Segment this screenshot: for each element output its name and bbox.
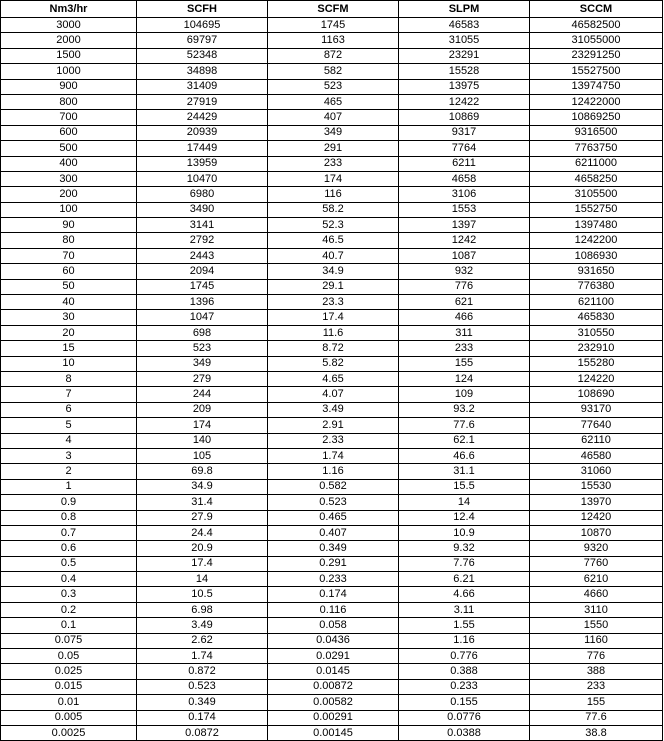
- table-cell-slpm: 7764: [399, 141, 530, 156]
- table-cell-scfh: 1047: [137, 310, 268, 325]
- header-row: [1, 1, 663, 18]
- table-cell-scfh: 209: [137, 402, 268, 417]
- table-cell-slpm: 124: [399, 371, 530, 386]
- table-cell-nm3hr: 0.8: [1, 510, 137, 525]
- table-cell-nm3hr: 5: [1, 418, 137, 433]
- table-cell-nm3hr: 900: [1, 79, 137, 94]
- table-row: [1, 602, 663, 617]
- table-cell-scfh: 24.4: [137, 525, 268, 540]
- table-cell-scfh: 17449: [137, 141, 268, 156]
- table-cell-scfm: 23.3: [268, 295, 399, 310]
- table-cell-scfh: 52348: [137, 48, 268, 63]
- table-cell-sccm: 62110: [530, 433, 663, 448]
- table-row: [1, 141, 663, 156]
- table-row: [1, 725, 663, 740]
- table-cell-nm3hr: 300: [1, 171, 137, 186]
- table-cell-scfh: 20939: [137, 125, 268, 140]
- table-row: [1, 279, 663, 294]
- table-cell-scfh: 17.4: [137, 556, 268, 571]
- table-cell-scfh: 6980: [137, 187, 268, 202]
- table-cell-nm3hr: 80: [1, 233, 137, 248]
- table-cell-slpm: 14: [399, 495, 530, 510]
- table-cell-nm3hr: 3: [1, 448, 137, 463]
- table-cell-scfm: 3.49: [268, 402, 399, 417]
- table-cell-scfm: 0.582: [268, 479, 399, 494]
- table-cell-scfh: 27919: [137, 94, 268, 109]
- table-cell-nm3hr: 1000: [1, 64, 137, 79]
- table-row: [1, 448, 663, 463]
- table-cell-sccm: 232910: [530, 341, 663, 356]
- table-cell-slpm: 7.76: [399, 556, 530, 571]
- table-row: [1, 572, 663, 587]
- table-cell-slpm: 10.9: [399, 525, 530, 540]
- table-cell-slpm: 13975: [399, 79, 530, 94]
- table-row: [1, 695, 663, 710]
- table-row: [1, 679, 663, 694]
- table-cell-slpm: 6.21: [399, 572, 530, 587]
- table-cell-sccm: 155: [530, 695, 663, 710]
- table-cell-nm3hr: 0.9: [1, 495, 137, 510]
- table-row: [1, 187, 663, 202]
- table-cell-scfh: 279: [137, 371, 268, 386]
- table-cell-slpm: 3106: [399, 187, 530, 202]
- table-cell-slpm: 1553: [399, 202, 530, 217]
- table-cell-scfm: 1163: [268, 33, 399, 48]
- table-cell-nm3hr: 70: [1, 248, 137, 263]
- table-cell-scfh: 31409: [137, 79, 268, 94]
- table-cell-sccm: 23291250: [530, 48, 663, 63]
- table-cell-scfh: 34.9: [137, 479, 268, 494]
- table-cell-scfm: 2.91: [268, 418, 399, 433]
- table-cell-sccm: 13974750: [530, 79, 663, 94]
- table-cell-slpm: 1242: [399, 233, 530, 248]
- table-cell-nm3hr: 0.4: [1, 572, 137, 587]
- table-cell-sccm: 6211000: [530, 156, 663, 171]
- table-row: [1, 495, 663, 510]
- table-cell-nm3hr: 700: [1, 110, 137, 125]
- table-row: [1, 402, 663, 417]
- table-cell-nm3hr: 0.015: [1, 679, 137, 694]
- table-cell-scfm: 0.349: [268, 541, 399, 556]
- table-cell-scfm: 11.6: [268, 325, 399, 340]
- table-row: [1, 94, 663, 109]
- table-cell-scfm: 0.00582: [268, 695, 399, 710]
- table-cell-sccm: 155280: [530, 356, 663, 371]
- column-header-sccm: SCCM: [530, 1, 663, 18]
- table-cell-nm3hr: 4: [1, 433, 137, 448]
- table-cell-scfh: 2.62: [137, 633, 268, 648]
- table-cell-scfh: 6.98: [137, 602, 268, 617]
- table-cell-slpm: 93.2: [399, 402, 530, 417]
- table-row: [1, 264, 663, 279]
- table-cell-scfh: 2792: [137, 233, 268, 248]
- table-cell-sccm: 1552750: [530, 202, 663, 217]
- table-cell-slpm: 12422: [399, 94, 530, 109]
- table-row: [1, 587, 663, 602]
- table-row: [1, 295, 663, 310]
- table-cell-sccm: 15530: [530, 479, 663, 494]
- table-cell-scfm: 0.407: [268, 525, 399, 540]
- table-cell-slpm: 109: [399, 387, 530, 402]
- table-cell-scfm: 349: [268, 125, 399, 140]
- table-cell-sccm: 124220: [530, 371, 663, 386]
- table-cell-slpm: 77.6: [399, 418, 530, 433]
- table-cell-slpm: 15528: [399, 64, 530, 79]
- table-cell-sccm: 7760: [530, 556, 663, 571]
- table-cell-sccm: 621100: [530, 295, 663, 310]
- table-cell-nm3hr: 90: [1, 218, 137, 233]
- table-cell-sccm: 93170: [530, 402, 663, 417]
- table-cell-sccm: 6210: [530, 572, 663, 587]
- table-cell-slpm: 6211: [399, 156, 530, 171]
- table-row: [1, 664, 663, 679]
- table-cell-nm3hr: 0.075: [1, 633, 137, 648]
- table-cell-scfm: 0.00291: [268, 710, 399, 725]
- table-cell-nm3hr: 20: [1, 325, 137, 340]
- table-cell-slpm: 23291: [399, 48, 530, 63]
- table-cell-sccm: 3105500: [530, 187, 663, 202]
- table-cell-scfh: 0.349: [137, 695, 268, 710]
- table-cell-scfm: 174: [268, 171, 399, 186]
- table-cell-scfh: 104695: [137, 18, 268, 33]
- table-body: [1, 18, 663, 741]
- table-cell-slpm: 0.0388: [399, 725, 530, 740]
- table-row: [1, 371, 663, 386]
- table-cell-sccm: 233: [530, 679, 663, 694]
- table-cell-sccm: 12420: [530, 510, 663, 525]
- table-cell-sccm: 12422000: [530, 94, 663, 109]
- table-cell-sccm: 38.8: [530, 725, 663, 740]
- table-cell-sccm: 46582500: [530, 18, 663, 33]
- table-row: [1, 33, 663, 48]
- table-cell-slpm: 1087: [399, 248, 530, 263]
- table-row: [1, 218, 663, 233]
- table-cell-scfm: 0.00145: [268, 725, 399, 740]
- table-cell-nm3hr: 15: [1, 341, 137, 356]
- table-cell-sccm: 7763750: [530, 141, 663, 156]
- table-cell-slpm: 233: [399, 341, 530, 356]
- table-cell-nm3hr: 60: [1, 264, 137, 279]
- table-cell-scfm: 291: [268, 141, 399, 156]
- table-cell-nm3hr: 1500: [1, 48, 137, 63]
- table-cell-nm3hr: 2: [1, 464, 137, 479]
- table-cell-scfm: 872: [268, 48, 399, 63]
- table-cell-scfh: 0.174: [137, 710, 268, 725]
- table-row: [1, 202, 663, 217]
- table-row: [1, 510, 663, 525]
- table-cell-sccm: 46580: [530, 448, 663, 463]
- table-cell-sccm: 1242200: [530, 233, 663, 248]
- table-row: [1, 310, 663, 325]
- table-cell-sccm: 31055000: [530, 33, 663, 48]
- table-cell-sccm: 31060: [530, 464, 663, 479]
- table-cell-sccm: 776380: [530, 279, 663, 294]
- table-row: [1, 418, 663, 433]
- table-cell-scfm: 0.0291: [268, 649, 399, 664]
- table-cell-slpm: 0.155: [399, 695, 530, 710]
- table-cell-scfm: 465: [268, 94, 399, 109]
- table-cell-slpm: 0.233: [399, 679, 530, 694]
- table-cell-scfm: 233: [268, 156, 399, 171]
- table-cell-scfh: 3490: [137, 202, 268, 217]
- table-row: [1, 233, 663, 248]
- table-cell-scfm: 523: [268, 79, 399, 94]
- table-row: [1, 710, 663, 725]
- table-cell-scfm: 40.7: [268, 248, 399, 263]
- table-cell-slpm: 4658: [399, 171, 530, 186]
- table-cell-slpm: 1.16: [399, 633, 530, 648]
- table-cell-nm3hr: 40: [1, 295, 137, 310]
- table-row: [1, 556, 663, 571]
- table-cell-scfm: 58.2: [268, 202, 399, 217]
- table-cell-slpm: 466: [399, 310, 530, 325]
- table-cell-scfh: 1745: [137, 279, 268, 294]
- table-row: [1, 110, 663, 125]
- table-cell-scfm: 0.116: [268, 602, 399, 617]
- table-cell-slpm: 9317: [399, 125, 530, 140]
- table-cell-scfh: 27.9: [137, 510, 268, 525]
- table-cell-scfh: 34898: [137, 64, 268, 79]
- table-cell-scfm: 29.1: [268, 279, 399, 294]
- table-cell-nm3hr: 3000: [1, 18, 137, 33]
- table-cell-slpm: 621: [399, 295, 530, 310]
- table-cell-sccm: 388: [530, 664, 663, 679]
- table-cell-scfh: 31.4: [137, 495, 268, 510]
- table-cell-scfh: 10.5: [137, 587, 268, 602]
- table-cell-scfm: 407: [268, 110, 399, 125]
- table-cell-scfm: 4.07: [268, 387, 399, 402]
- table-cell-nm3hr: 100: [1, 202, 137, 217]
- table-cell-sccm: 1550: [530, 618, 663, 633]
- table-cell-scfm: 4.65: [268, 371, 399, 386]
- table-cell-nm3hr: 0.1: [1, 618, 137, 633]
- table-cell-sccm: 1397480: [530, 218, 663, 233]
- table-cell-scfm: 2.33: [268, 433, 399, 448]
- table-row: [1, 541, 663, 556]
- table-cell-slpm: 31055: [399, 33, 530, 48]
- table-cell-slpm: 932: [399, 264, 530, 279]
- table-cell-scfh: 24429: [137, 110, 268, 125]
- table-cell-scfm: 0.233: [268, 572, 399, 587]
- table-cell-scfh: 2443: [137, 248, 268, 263]
- table-cell-slpm: 1.55: [399, 618, 530, 633]
- table-cell-slpm: 15.5: [399, 479, 530, 494]
- table-cell-nm3hr: 0.005: [1, 710, 137, 725]
- table-cell-scfm: 46.5: [268, 233, 399, 248]
- column-header-scfh: SCFH: [137, 1, 268, 18]
- table-cell-scfh: 0.523: [137, 679, 268, 694]
- table-cell-slpm: 62.1: [399, 433, 530, 448]
- table-cell-scfh: 69.8: [137, 464, 268, 479]
- table-cell-nm3hr: 0.2: [1, 602, 137, 617]
- table-row: [1, 464, 663, 479]
- table-cell-nm3hr: 500: [1, 141, 137, 156]
- table-cell-scfh: 20.9: [137, 541, 268, 556]
- table-row: [1, 618, 663, 633]
- table-row: [1, 356, 663, 371]
- table-cell-scfm: 8.72: [268, 341, 399, 356]
- table-cell-sccm: 310550: [530, 325, 663, 340]
- table-cell-slpm: 9.32: [399, 541, 530, 556]
- table-cell-scfm: 1.74: [268, 448, 399, 463]
- table-cell-scfm: 0.291: [268, 556, 399, 571]
- table-cell-nm3hr: 30: [1, 310, 137, 325]
- table-cell-nm3hr: 0.5: [1, 556, 137, 571]
- column-header-nm3hr: Nm3/hr: [1, 1, 137, 18]
- table-cell-sccm: 1086930: [530, 248, 663, 263]
- table-cell-sccm: 465830: [530, 310, 663, 325]
- table-cell-scfh: 10470: [137, 171, 268, 186]
- column-header-scfm: SCFM: [268, 1, 399, 18]
- table-cell-sccm: 77.6: [530, 710, 663, 725]
- table-cell-sccm: 3110: [530, 602, 663, 617]
- table-header: [1, 1, 663, 18]
- table-row: [1, 18, 663, 33]
- table-cell-nm3hr: 0.0025: [1, 725, 137, 740]
- table-cell-scfm: 0.00872: [268, 679, 399, 694]
- table-cell-nm3hr: 1: [1, 479, 137, 494]
- table-cell-slpm: 1397: [399, 218, 530, 233]
- table-cell-nm3hr: 8: [1, 371, 137, 386]
- table-cell-scfm: 116: [268, 187, 399, 202]
- table-cell-scfh: 0.0872: [137, 725, 268, 740]
- table-cell-nm3hr: 600: [1, 125, 137, 140]
- table-cell-slpm: 155: [399, 356, 530, 371]
- table-cell-scfh: 3.49: [137, 618, 268, 633]
- table-cell-scfm: 0.523: [268, 495, 399, 510]
- table-cell-slpm: 0.0776: [399, 710, 530, 725]
- table-cell-sccm: 776: [530, 649, 663, 664]
- table-cell-scfh: 349: [137, 356, 268, 371]
- table-cell-slpm: 0.776: [399, 649, 530, 664]
- table-cell-scfh: 1.74: [137, 649, 268, 664]
- table-cell-sccm: 9320: [530, 541, 663, 556]
- table-cell-slpm: 3.11: [399, 602, 530, 617]
- table-row: [1, 248, 663, 263]
- table-row: [1, 479, 663, 494]
- table-row: [1, 633, 663, 648]
- table-cell-slpm: 311: [399, 325, 530, 340]
- table-cell-sccm: 1160: [530, 633, 663, 648]
- table-row: [1, 48, 663, 63]
- table-cell-scfm: 1745: [268, 18, 399, 33]
- table-row: [1, 433, 663, 448]
- table-cell-scfm: 0.0145: [268, 664, 399, 679]
- table-cell-scfh: 140: [137, 433, 268, 448]
- table-cell-nm3hr: 400: [1, 156, 137, 171]
- table-cell-sccm: 77640: [530, 418, 663, 433]
- table-cell-nm3hr: 10: [1, 356, 137, 371]
- table-cell-scfm: 0.174: [268, 587, 399, 602]
- table-cell-sccm: 10869250: [530, 110, 663, 125]
- table-cell-sccm: 10870: [530, 525, 663, 540]
- table-cell-nm3hr: 2000: [1, 33, 137, 48]
- table-cell-slpm: 0.388: [399, 664, 530, 679]
- table-cell-sccm: 9316500: [530, 125, 663, 140]
- table-cell-slpm: 12.4: [399, 510, 530, 525]
- table-row: [1, 125, 663, 140]
- table-cell-scfh: 698: [137, 325, 268, 340]
- table-cell-scfh: 13959: [137, 156, 268, 171]
- table-cell-scfm: 34.9: [268, 264, 399, 279]
- table-row: [1, 171, 663, 186]
- table-row: [1, 341, 663, 356]
- table-cell-nm3hr: 50: [1, 279, 137, 294]
- table-cell-nm3hr: 7: [1, 387, 137, 402]
- table-cell-scfm: 0.058: [268, 618, 399, 633]
- table-cell-slpm: 4.66: [399, 587, 530, 602]
- table-cell-scfm: 0.465: [268, 510, 399, 525]
- table-cell-nm3hr: 0.3: [1, 587, 137, 602]
- table-cell-sccm: 108690: [530, 387, 663, 402]
- table-cell-sccm: 15527500: [530, 64, 663, 79]
- column-header-slpm: SLPM: [399, 1, 530, 18]
- table-cell-scfh: 14: [137, 572, 268, 587]
- table-row: [1, 525, 663, 540]
- table-cell-slpm: 31.1: [399, 464, 530, 479]
- table-cell-scfm: 582: [268, 64, 399, 79]
- table-cell-nm3hr: 200: [1, 187, 137, 202]
- table-cell-slpm: 10869: [399, 110, 530, 125]
- table-row: [1, 325, 663, 340]
- table-row: [1, 79, 663, 94]
- table-cell-scfh: 3141: [137, 218, 268, 233]
- table-cell-slpm: 46.6: [399, 448, 530, 463]
- table-cell-sccm: 13970: [530, 495, 663, 510]
- table-cell-scfh: 69797: [137, 33, 268, 48]
- table-cell-scfh: 2094: [137, 264, 268, 279]
- table-row: [1, 156, 663, 171]
- table-cell-sccm: 4658250: [530, 171, 663, 186]
- table-cell-nm3hr: 800: [1, 94, 137, 109]
- table-row: [1, 649, 663, 664]
- table-cell-slpm: 776: [399, 279, 530, 294]
- table-cell-scfh: 105: [137, 448, 268, 463]
- table-cell-nm3hr: 0.6: [1, 541, 137, 556]
- table-cell-nm3hr: 0.01: [1, 695, 137, 710]
- table-cell-scfm: 1.16: [268, 464, 399, 479]
- table-cell-scfm: 17.4: [268, 310, 399, 325]
- table-cell-nm3hr: 6: [1, 402, 137, 417]
- table-cell-sccm: 931650: [530, 264, 663, 279]
- table-cell-scfh: 1396: [137, 295, 268, 310]
- table-cell-nm3hr: 0.05: [1, 649, 137, 664]
- table-cell-scfh: 174: [137, 418, 268, 433]
- table-cell-scfh: 523: [137, 341, 268, 356]
- table-cell-scfh: 244: [137, 387, 268, 402]
- table-cell-nm3hr: 0.025: [1, 664, 137, 679]
- table-row: [1, 64, 663, 79]
- table-cell-scfm: 0.0436: [268, 633, 399, 648]
- table-cell-slpm: 46583: [399, 18, 530, 33]
- table-cell-scfh: 0.872: [137, 664, 268, 679]
- table-cell-scfm: 5.82: [268, 356, 399, 371]
- table-row: [1, 387, 663, 402]
- table-cell-sccm: 4660: [530, 587, 663, 602]
- table-cell-nm3hr: 0.7: [1, 525, 137, 540]
- table-cell-scfm: 52.3: [268, 218, 399, 233]
